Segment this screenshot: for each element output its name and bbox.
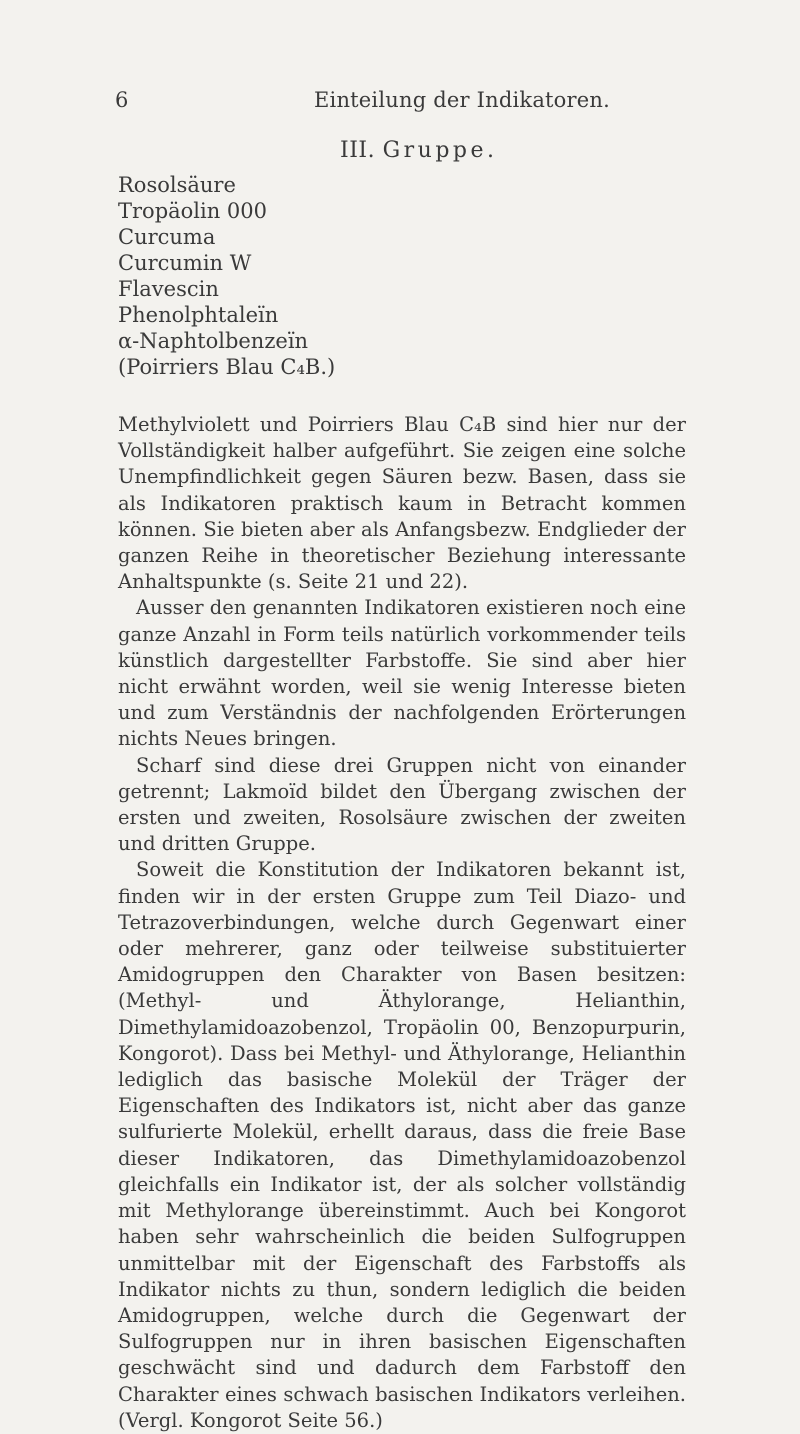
indicator-item: Curcuma: [118, 225, 216, 249]
running-title: Einteilung der Indikatoren.: [314, 88, 610, 112]
indicator-item: Tropäolin 000: [118, 199, 268, 223]
paragraph: Soweit die Konstitution der Indikatoren bekannt ist, finden wir in der ersten Gruppe zum Teil Diazo- und Tetrazoverbindungen, welche durch Gegenwart einer oder mehrerer, ganz oder teilweise substituierter Amidogruppen den Charakter von Basen besitzen: (Methyl- und Äthylorange, Helianthin, Dimethylamidoazobenzol, Tropäolin 00, Benzopurpurin, Kongorot). Dass bei Methyl- und Äthylorange, Helianthin lediglich das basische Molekül der Träger der Eigenschaften des Indikators ist, nicht aber das ganze sulfurierte Molekül, erhellt daraus, dass die freie Base dieser Indikatoren, das Dimethylamidoazobenzol gleichfalls ein Indikator ist, der als solcher vollständig mit Methylorange übereinstimmt. Auch bei Kongorot haben sehr wahrscheinlich die beiden Sulfogruppen unmittelbar mit der Eigenschaft des Farbstoffs als Indikator nichts zu thun, sondern lediglich die beiden Amidogruppen, welche durch die Gegenwart der Sulfogruppen nur in ihren basischen Eigenschaften geschwächt sind und dadurch dem Farbstoff den Charakter eines schwach basischen Indikators verleihen. (Vergl. Kongorot Seite 56.): [118, 858, 686, 1432]
page-header: [115, 88, 685, 118]
paragraph: Scharf sind diese drei Gruppen nicht von einander getrennt; Lakmoïd bildet den Übergang zwischen der ersten und zweiten, Rosolsäure zwischen der zweiten und dritten Gruppe.: [118, 753, 686, 856]
group-numeral: III.: [340, 138, 376, 163]
indicator-item: Flavescin: [118, 277, 219, 301]
indicator-item: (Poirriers Blau C₄B.): [118, 355, 336, 379]
indicator-item: Curcumin W: [118, 251, 252, 275]
group-heading: [340, 138, 498, 163]
indicator-item: Rosolsäure: [118, 173, 236, 197]
group-word: Gruppe.: [382, 138, 498, 163]
indicator-item: α-Naphtolbenzeïn: [118, 329, 309, 353]
indicator-list: [118, 172, 335, 380]
indicator-item: Phenolphtaleïn: [118, 303, 279, 327]
page-number: 6: [115, 88, 129, 112]
paragraph: Ausser den genannten Indikatoren existieren noch eine ganze Anzahl in Form teils natürlich vorkommender teils künstlich dargestellter Farbstoffe. Sie sind aber hier nicht erwähnt worden, weil sie wenig Interesse bieten und zum Verständnis der nachfolgenden Erörterungen nichts Neues bringen.: [118, 596, 686, 751]
paragraph: Methylviolett und Poirriers Blau C₄B sind hier nur der Vollständigkeit halber aufgeführt. Sie zeigen eine solche Unempfindlichkeit gegen Säuren bezw. Basen, dass sie als Indikatoren praktisch kaum in Betracht kommen können. Sie bieten aber als Anfangsbezw. Endglieder der ganzen Reihe in theoretischer Beziehung interessante Anhaltspunkte (s. Seite 21 und 22).: [118, 413, 686, 594]
body-text: [118, 412, 686, 1434]
